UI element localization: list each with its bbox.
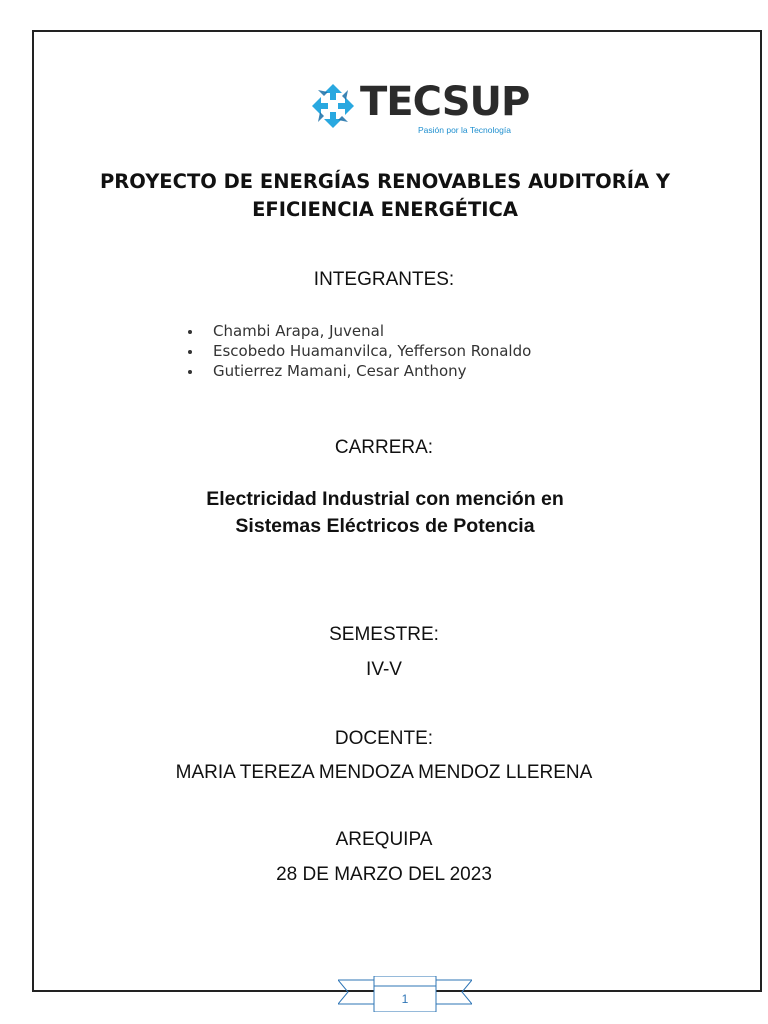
semester-label: SEMESTRE: <box>329 624 439 645</box>
members-label: INTEGRANTES: <box>313 269 455 290</box>
list-item: Chambi Arapa, Juvenal <box>185 321 531 341</box>
career-name <box>60 486 710 540</box>
members-list <box>185 321 531 381</box>
teacher-name: MARIA TEREZA MENDOZA MENDOZ LLERENA <box>175 762 593 783</box>
career-line-1: Electricidad Industrial con mención en <box>206 488 564 510</box>
teacher-label: DOCENTE: <box>334 728 434 749</box>
semester-value: IV-V <box>366 659 402 680</box>
title-line-1: PROYECTO DE ENERGÍAS RENOVABLES AUDITORÍA Y <box>100 170 670 193</box>
title-line-2: EFICIENCIA ENERGÉTICA <box>252 198 518 221</box>
city-name: AREQUIPA <box>335 829 433 850</box>
page-number: 1 <box>401 992 409 1006</box>
career-line-2: Sistemas Eléctricos de Potencia <box>235 515 535 537</box>
list-item: Gutierrez Mamani, Cesar Anthony <box>185 361 531 381</box>
career-label: CARRERA: <box>334 437 434 458</box>
tecsup-logo <box>308 78 530 140</box>
page-number-ribbon <box>338 976 472 1012</box>
logo-wordmark: TECSUP <box>360 79 530 125</box>
document-date: 28 DE MARZO DEL 2023 <box>276 864 492 885</box>
tecsup-emblem-icon <box>308 80 358 132</box>
project-title <box>60 168 710 224</box>
logo-tagline: Pasión por la Tecnología <box>418 125 511 135</box>
list-item: Escobedo Huamanvilca, Yefferson Ronaldo <box>185 341 531 361</box>
